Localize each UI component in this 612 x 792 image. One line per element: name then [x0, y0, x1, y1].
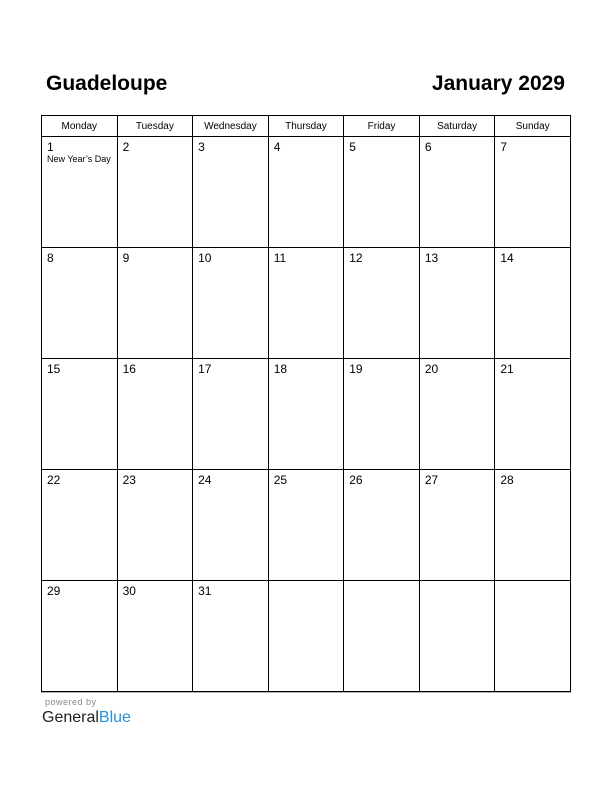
calendar-day-cell [42, 248, 118, 359]
day-number: 8 [47, 251, 54, 265]
day-number: 15 [47, 362, 61, 376]
calendar-day-cell [495, 581, 571, 692]
calendar-week-row [42, 581, 571, 692]
weekday-header: Monday [42, 116, 118, 137]
calendar-day-cell [419, 470, 495, 581]
brand-general-text: General [42, 709, 99, 726]
month-calendar-grid [41, 115, 571, 692]
weekday-header: Sunday [495, 116, 571, 137]
day-number: 30 [122, 584, 136, 598]
calendar-week-row [42, 359, 571, 470]
calendar-day-cell [419, 137, 495, 248]
day-number: 19 [349, 362, 363, 376]
calendar-country-title: Guadeloupe [46, 72, 168, 95]
calendar-week-row [42, 137, 571, 248]
calendar-day-cell [419, 248, 495, 359]
calendar-day-cell [419, 581, 495, 692]
weekday-header: Thursday [268, 116, 344, 137]
calendar-day-cell [42, 470, 118, 581]
calendar-day-cell [117, 137, 193, 248]
calendar-week-row [42, 470, 571, 581]
day-number: 5 [349, 140, 356, 154]
calendar-day-cell [193, 248, 269, 359]
calendar-day-cell [344, 137, 420, 248]
day-number: 10 [198, 251, 212, 265]
day-number: 1 [47, 140, 54, 154]
calendar-day-cell [193, 581, 269, 692]
calendar-day-cell [495, 470, 571, 581]
day-number: 3 [198, 140, 205, 154]
calendar-day-cell [117, 470, 193, 581]
day-number: 24 [198, 473, 212, 487]
weekday-header: Tuesday [117, 116, 193, 137]
weekday-header-row [42, 116, 571, 137]
calendar-day-cell [193, 137, 269, 248]
weekday-header: Saturday [419, 116, 495, 137]
calendar-day-cell [42, 137, 118, 248]
calendar-day-cell [117, 248, 193, 359]
weekday-header: Wednesday [193, 116, 269, 137]
day-number: 16 [122, 362, 136, 376]
holiday-label: New Year’s Day [47, 154, 111, 164]
day-number: 9 [122, 251, 130, 265]
day-number: 29 [47, 584, 61, 598]
day-number: 4 [273, 140, 281, 154]
calendar-day-cell [495, 137, 571, 248]
calendar-day-cell [42, 359, 118, 470]
calendar-day-cell [193, 470, 269, 581]
calendar-day-cell [268, 137, 344, 248]
day-number: 12 [349, 251, 363, 265]
day-number: 23 [122, 473, 136, 487]
calendar-day-cell [193, 359, 269, 470]
footer-divider [41, 692, 571, 693]
day-number: 28 [500, 473, 514, 487]
weekday-header: Friday [344, 116, 420, 137]
day-number: 11 [273, 251, 287, 265]
calendar-day-cell [344, 359, 420, 470]
calendar-day-cell [268, 248, 344, 359]
calendar-day-cell [419, 359, 495, 470]
day-number [269, 581, 344, 584]
calendar-day-cell [268, 581, 344, 692]
brand-blue-text: Blue [98, 709, 131, 726]
day-number: 22 [47, 473, 61, 487]
powered-by-label: powered by [45, 697, 97, 707]
calendar-day-cell [268, 359, 344, 470]
calendar-week-row [42, 248, 571, 359]
day-number: 6 [424, 140, 432, 154]
day-number: 13 [424, 251, 439, 265]
calendar-day-cell [268, 470, 344, 581]
day-number: 21 [500, 362, 514, 376]
day-number: 18 [273, 362, 288, 376]
calendar-day-cell [117, 581, 193, 692]
day-number: 25 [273, 473, 288, 487]
calendar-day-cell [495, 359, 571, 470]
calendar-day-cell [344, 581, 420, 692]
day-number: 7 [500, 140, 508, 154]
day-number: 17 [198, 362, 212, 376]
day-number [344, 581, 419, 584]
calendar-day-cell [495, 248, 571, 359]
day-number: 31 [198, 584, 212, 598]
calendar-weeks [42, 137, 571, 692]
day-number: 26 [349, 473, 363, 487]
day-number: 27 [424, 473, 439, 487]
day-number: 2 [122, 140, 130, 154]
calendar-day-cell [117, 359, 193, 470]
calendar-day-cell [344, 470, 420, 581]
calendar-month-title: January 2029 [431, 72, 565, 95]
day-number: 14 [500, 251, 514, 265]
calendar-day-cell [344, 248, 420, 359]
day-number: 20 [424, 362, 439, 376]
calendar-day-cell [42, 581, 118, 692]
generalblue-logo[interactable] [42, 708, 131, 728]
day-number [420, 581, 495, 584]
day-number [495, 581, 570, 584]
